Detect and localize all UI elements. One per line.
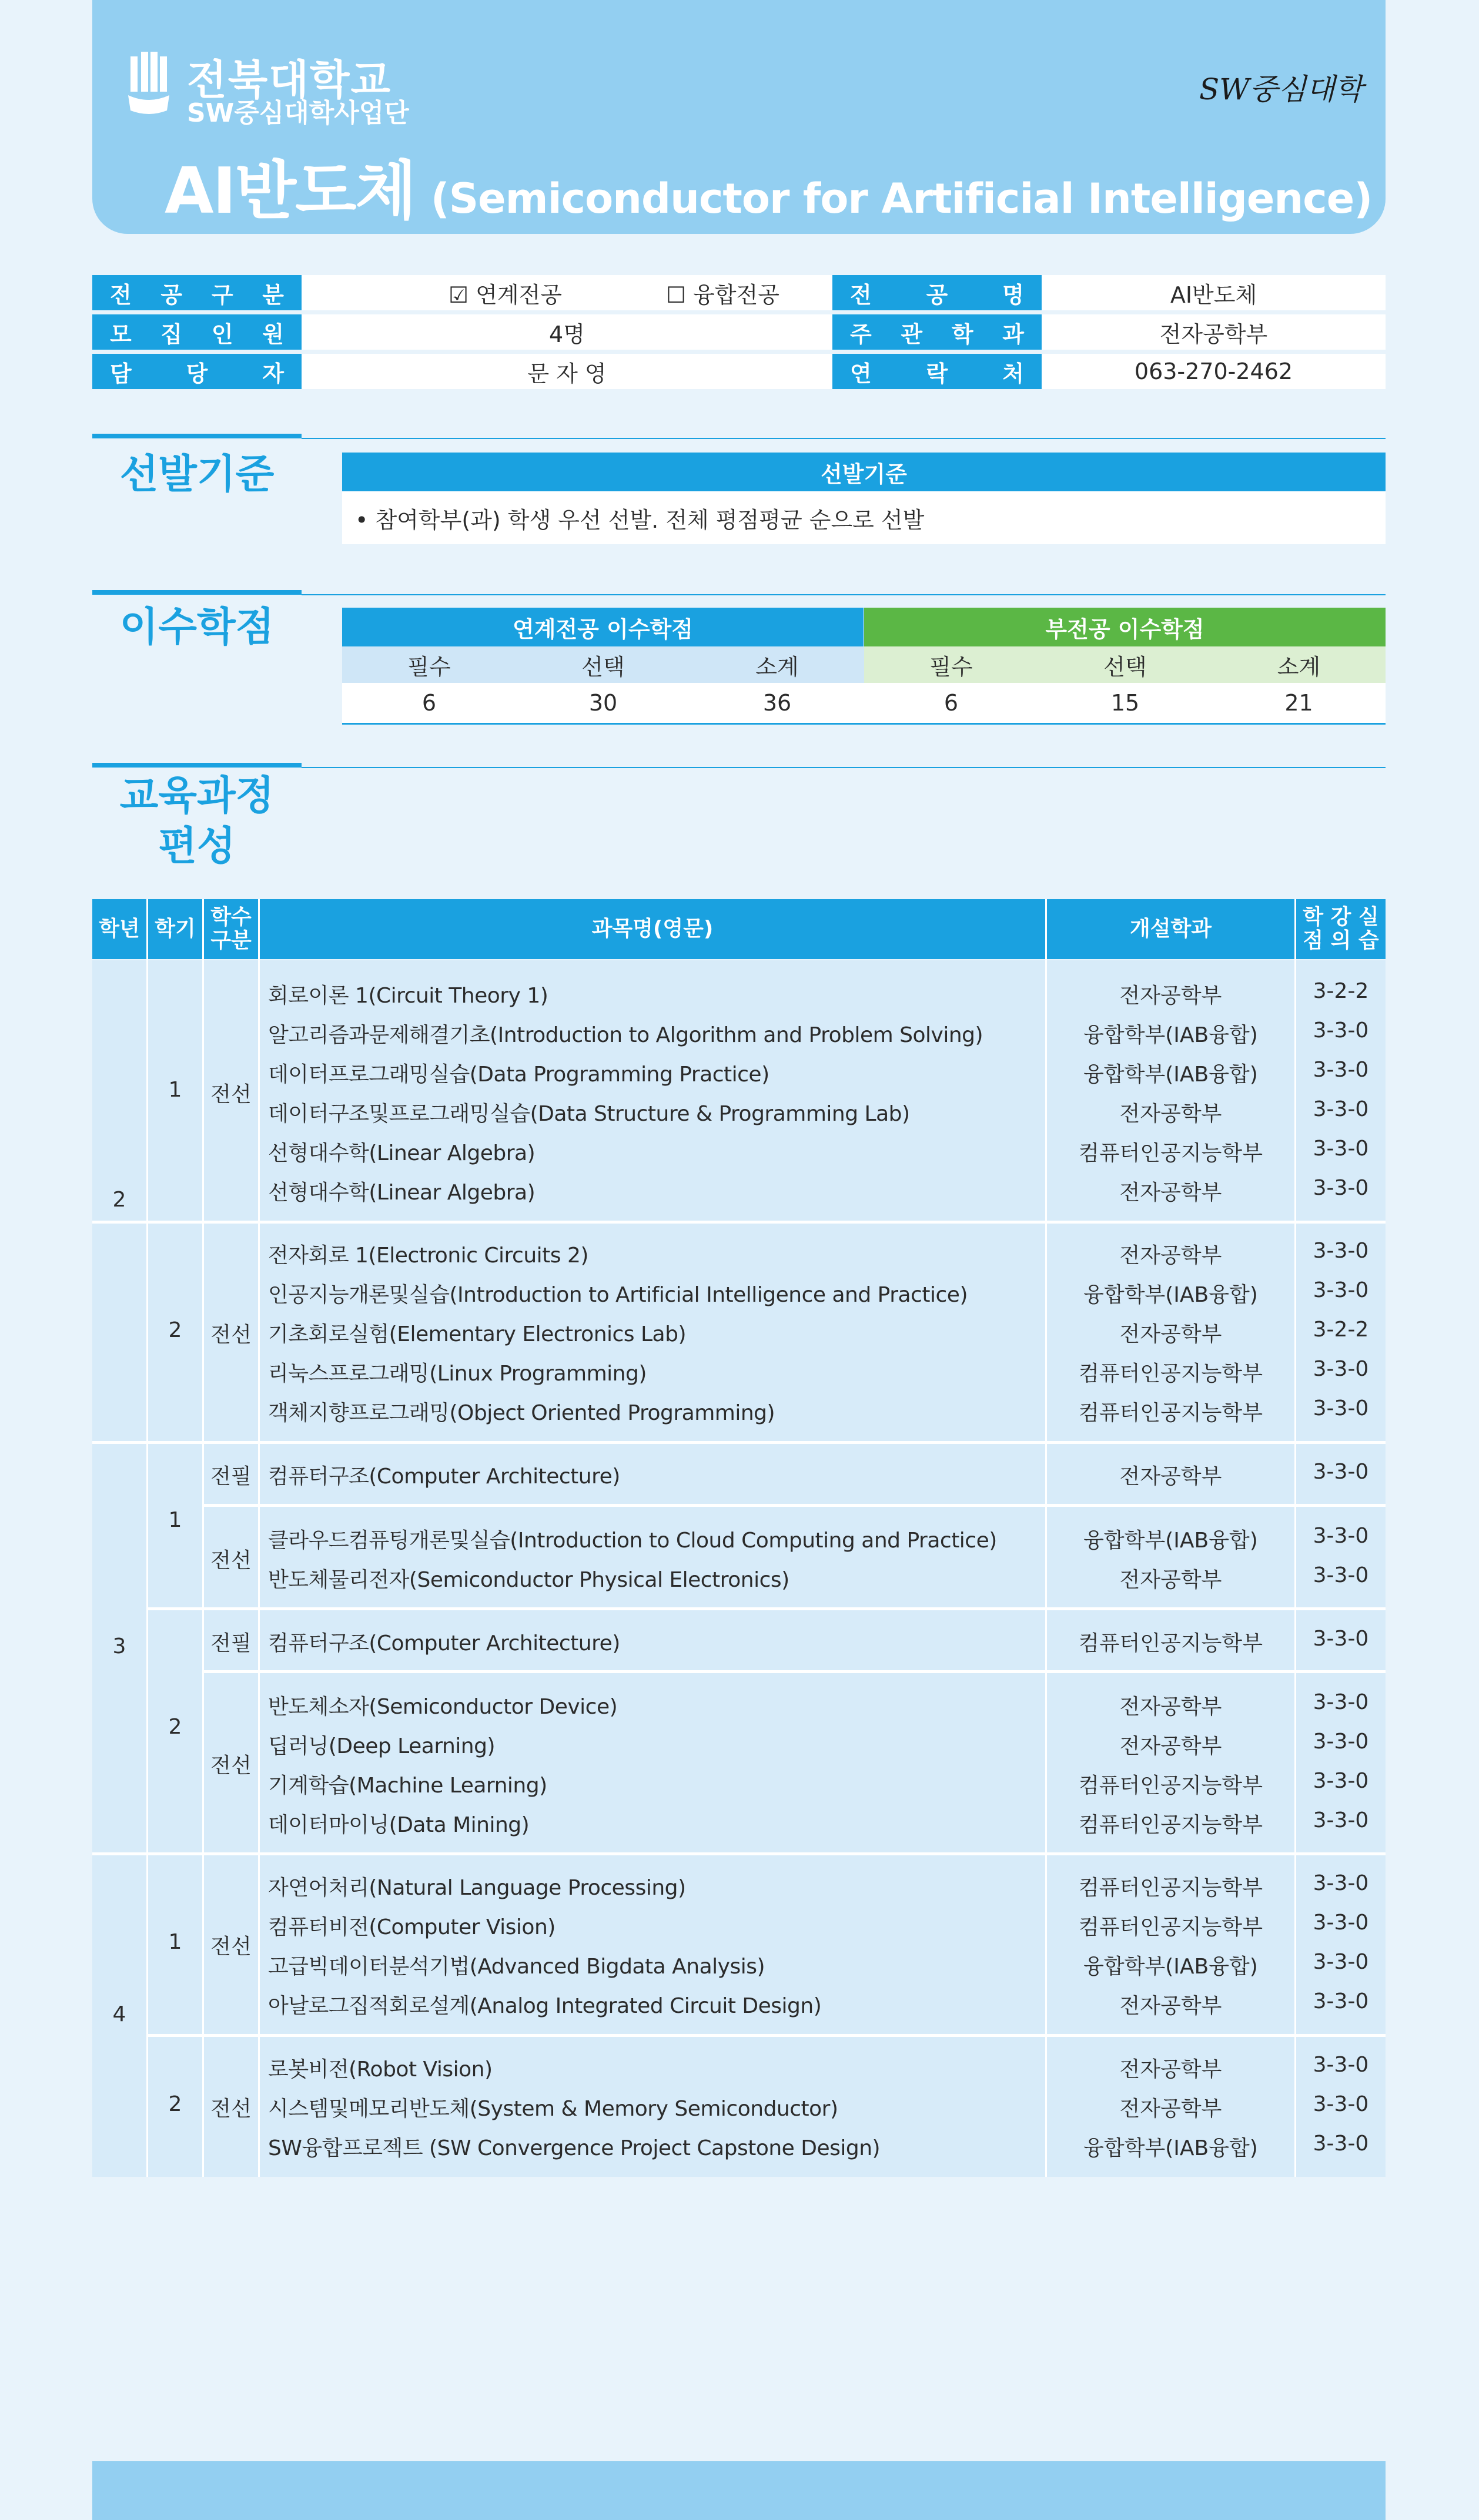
label-contact: 연 락 처 (832, 354, 1042, 389)
section-divider (92, 434, 302, 438)
course-name: 클라우드컴퓨팅개론및실습(Introduction to Cloud Computing and Practice) (268, 1529, 997, 1553)
credits-header-line1: 학 강 실 (1303, 905, 1379, 929)
course-department: 컴퓨터인공지능학부 (1079, 1401, 1263, 1425)
course-type-cell: 전선 (210, 1549, 252, 1573)
semester-cell: 2 (168, 1318, 182, 1342)
course-name: 선형대수학(Linear Algebra) (268, 1181, 536, 1205)
option-linked-major: ☑ 연계전공 (449, 282, 562, 308)
option-convergence-major: ☐ 융합전공 (666, 282, 779, 308)
course-department: 컴퓨터인공지능학부 (1079, 1876, 1263, 1900)
credits-value: 6 (421, 690, 437, 716)
course-credits: 3-3-0 (1313, 1097, 1369, 1121)
section-rule (302, 438, 1386, 439)
course-department: 융합학부(IAB융합) (1083, 1023, 1258, 1047)
semester-cell: 2 (168, 1715, 182, 1739)
course-name: 컴퓨터비전(Computer Vision) (268, 1915, 556, 1939)
section-divider (92, 763, 302, 768)
year-cell: 2 (112, 1188, 126, 1212)
credits-col-required: 필수 (864, 646, 1038, 683)
course-department: 융합학부(IAB융합) (1083, 1063, 1258, 1087)
credits-header-line2: 점 의 습 (1303, 929, 1379, 953)
label-major-name: 전 공 명 (832, 275, 1042, 310)
col-header-course-type (204, 899, 258, 959)
course-department: 컴퓨터인공지능학부 (1079, 1631, 1263, 1656)
course-credits: 3-3-0 (1313, 1871, 1369, 1895)
credits-col-elective: 선택 (516, 646, 690, 683)
course-name: 딥러닝(Deep Learning) (268, 1734, 496, 1758)
capacity-value: 4명 (302, 314, 832, 350)
section-title-curriculum (92, 771, 302, 872)
course-name: 기초회로실험(Elementary Electronics Lab) (268, 1322, 687, 1346)
course-department: 전자공학부 (1119, 984, 1222, 1008)
col-header-department: 개설학과 (1047, 899, 1294, 959)
credits-value: 30 (588, 690, 618, 716)
minor-credits-header: 부전공 이수학점 (864, 608, 1386, 646)
course-credits: 3-3-0 (1313, 1627, 1369, 1651)
label-major-type: 전 공 구 분 (92, 275, 302, 310)
course-name: 로봇비전(Robot Vision) (268, 2057, 493, 2082)
section-rule (302, 767, 1386, 768)
course-credits: 3-3-0 (1313, 1357, 1369, 1381)
course-department: 융합학부(IAB융합) (1083, 1283, 1258, 1307)
course-department: 전자공학부 (1119, 1994, 1222, 2018)
selection-criteria-text: • 참여학부(과) 학생 우선 선발. 전체 평점평균 순으로 선발 (342, 491, 1386, 544)
course-name: 전자회로 1(Electronic Circuits 2) (268, 1244, 588, 1268)
course-name: SW융합프로젝트 (SW Convergence Project Capstone Design) (268, 2136, 881, 2160)
course-department: 전자공학부 (1119, 1244, 1222, 1268)
section-divider (92, 590, 302, 595)
credits-col-subtotal: 소계 (1212, 646, 1386, 683)
course-credits: 3-3-0 (1313, 1058, 1369, 1082)
col-header-semester: 학기 (148, 899, 202, 959)
major-type-values (302, 275, 832, 310)
semester-cell: 2 (168, 2092, 182, 2116)
major-name-value: AI반도체 (1042, 275, 1386, 310)
credits-subheader-row (342, 646, 1386, 683)
course-credits: 3-3-0 (1313, 1524, 1369, 1548)
selection-box-header: 선발기준 (342, 453, 1386, 491)
course-type-line2: 구분 (210, 929, 252, 953)
course-type-cell: 전선 (210, 1083, 252, 1107)
course-credits: 3-3-0 (1313, 1137, 1369, 1161)
credits-value: 21 (1284, 690, 1313, 716)
credits-value: 15 (1110, 690, 1140, 716)
course-type-cell: 전필 (210, 1631, 252, 1656)
section-title-credits: 이수학점 (119, 604, 275, 651)
course-credits: 3-3-0 (1313, 1950, 1369, 1974)
col-header-year: 학년 (92, 899, 146, 959)
course-name: 데이터프로그래밍실습(Data Programming Practice) (268, 1063, 769, 1087)
course-name: 시스템및메모리반도체(System & Memory Semiconductor) (268, 2097, 838, 2121)
credits-col-required: 필수 (342, 646, 516, 683)
course-department: 컴퓨터인공지능학부 (1079, 1774, 1263, 1798)
course-name: 선형대수학(Linear Algebra) (268, 1141, 536, 1165)
host-dept-value: 전자공학부 (1042, 314, 1386, 350)
info-row-capacity (92, 314, 1386, 350)
course-name: 고급빅데이터분석기법(Advanced Bigdata Analysis) (268, 1955, 765, 1979)
course-name: 데이터마이닝(Data Mining) (268, 1813, 530, 1837)
col-header-credits (1296, 899, 1386, 959)
course-department: 전자공학부 (1119, 1322, 1222, 1346)
course-department: 전자공학부 (1119, 1102, 1222, 1126)
course-department: 컴퓨터인공지능학부 (1079, 1141, 1263, 1165)
credits-col-elective: 선택 (1038, 646, 1212, 683)
course-credits: 3-3-0 (1313, 2053, 1369, 2077)
row-divider (92, 1441, 1386, 1444)
course-credits: 3-3-0 (1313, 1396, 1369, 1420)
section-title-selection: 선발기준 (119, 451, 275, 498)
course-name: 회로이론 1(Circuit Theory 1) (268, 984, 548, 1008)
row-divider (148, 1221, 1386, 1224)
course-credits: 3-3-0 (1313, 1690, 1369, 1714)
course-credits: 3-3-0 (1313, 1730, 1369, 1754)
course-name: 컴퓨터구조(Computer Architecture) (268, 1465, 620, 1489)
course-type-line1: 학수 (210, 905, 252, 929)
course-department: 전자공학부 (1119, 1734, 1222, 1758)
course-name: 자연어처리(Natural Language Processing) (268, 1876, 686, 1900)
course-department: 전자공학부 (1119, 1695, 1222, 1719)
course-credits: 3-3-0 (1313, 1911, 1369, 1935)
manager-value: 문 자 영 (302, 354, 832, 389)
course-credits: 3-3-0 (1313, 1989, 1369, 2013)
course-name: 기계학습(Machine Learning) (268, 1774, 547, 1798)
course-name: 알고리즘과문제해결기초(Introduction to Algorithm and Problem Solving) (268, 1023, 983, 1047)
course-credits: 3-3-0 (1313, 1808, 1369, 1832)
col-divider (258, 899, 260, 2177)
credits-col-subtotal: 소계 (690, 646, 864, 683)
linked-major-credits-header: 연계전공 이수학점 (342, 608, 864, 646)
course-department: 전자공학부 (1119, 1568, 1222, 1592)
course-type-cell: 전필 (210, 1465, 252, 1489)
course-department: 전자공학부 (1119, 2057, 1222, 2082)
course-credits: 3-3-0 (1313, 1460, 1369, 1484)
title-english: (Semiconductor for Artificial Intelligence) (430, 175, 1373, 223)
contact-value: 063-270-2462 (1042, 354, 1386, 389)
course-name: 반도체물리전자(Semiconductor Physical Electronics) (268, 1568, 789, 1592)
semester-cell: 1 (168, 1078, 182, 1102)
course-department: 전자공학부 (1119, 1181, 1222, 1205)
course-name: 아날로그집적회로설계(Analog Integrated Circuit Design) (268, 1994, 822, 2018)
university-emblem-icon (128, 52, 169, 115)
course-name: 객체지향프로그래밍(Object Oriented Programming) (268, 1401, 775, 1425)
course-credits: 3-3-0 (1313, 2092, 1369, 2116)
course-type-cell: 전선 (210, 1935, 252, 1959)
curriculum-title-line2: 편성 (158, 823, 236, 870)
course-name: 컴퓨터구조(Computer Architecture) (268, 1631, 620, 1656)
row-divider (148, 1607, 1386, 1610)
row-divider (204, 1670, 1386, 1673)
info-row-type (92, 275, 1386, 310)
info-row-manager (92, 354, 1386, 389)
course-credits: 3-3-0 (1313, 1769, 1369, 1793)
row-divider (92, 1852, 1386, 1855)
course-department: 컴퓨터인공지능학부 (1079, 1362, 1263, 1386)
course-type-cell: 전선 (210, 1754, 252, 1778)
title-main: AI반도체 (165, 155, 416, 228)
course-department: 컴퓨터인공지능학부 (1079, 1813, 1263, 1837)
university-name: 전북대학교 (187, 56, 392, 104)
course-department: 융합학부(IAB융합) (1083, 1955, 1258, 1979)
page-title (165, 140, 1372, 231)
course-name: 데이터구조및프로그래밍실습(Data Structure & Programming Lab) (268, 1102, 910, 1126)
label-manager: 담 당 자 (92, 354, 302, 389)
year-cell: 4 (112, 2002, 126, 2026)
course-credits: 3-3-0 (1313, 1239, 1369, 1263)
course-credits: 3-2-2 (1313, 1318, 1369, 1342)
semester-cell: 1 (168, 1508, 182, 1532)
course-type-cell: 전선 (210, 2097, 252, 2121)
footer-bar (92, 2461, 1386, 2520)
course-department: 융합학부(IAB융합) (1083, 1529, 1258, 1553)
course-department: 융합학부(IAB융합) (1083, 2136, 1258, 2160)
course-name: 리눅스프로그래밍(Linux Programming) (268, 1362, 647, 1386)
brand-script-logo: SW중심대학 (1199, 72, 1363, 106)
course-department: 컴퓨터인공지능학부 (1079, 1915, 1263, 1939)
course-name: 인공지능개론및실습(Introduction to Artificial Intelligence and Practice) (268, 1283, 968, 1307)
course-credits: 3-3-0 (1313, 1018, 1369, 1043)
course-credits: 3-3-0 (1313, 1176, 1369, 1200)
course-department: 전자공학부 (1119, 2097, 1222, 2121)
credits-value: 6 (943, 690, 959, 716)
col-header-course-name: 과목명(영문) (260, 899, 1045, 959)
course-name: 반도체소자(Semiconductor Device) (268, 1695, 618, 1719)
label-host-dept: 주 관 학 과 (832, 314, 1042, 350)
course-credits: 3-3-0 (1313, 1278, 1369, 1302)
semester-cell: 1 (168, 1930, 182, 1954)
row-divider (148, 2034, 1386, 2037)
credits-value: 36 (762, 690, 792, 716)
course-credits: 3-3-0 (1313, 2132, 1369, 2156)
course-credits: 3-2-2 (1313, 979, 1369, 1003)
row-divider (204, 1504, 1386, 1507)
section-rule (302, 594, 1386, 595)
curriculum-title-line1: 교육과정 (119, 773, 275, 819)
course-department: 전자공학부 (1119, 1465, 1222, 1489)
course-type-cell: 전선 (210, 1323, 252, 1347)
credits-values-row (342, 683, 1386, 725)
course-credits: 3-3-0 (1313, 1563, 1369, 1587)
university-subtitle: SW중심대학사업단 (187, 98, 409, 128)
year-cell: 3 (112, 1634, 126, 1658)
label-capacity: 모 집 인 원 (92, 314, 302, 350)
